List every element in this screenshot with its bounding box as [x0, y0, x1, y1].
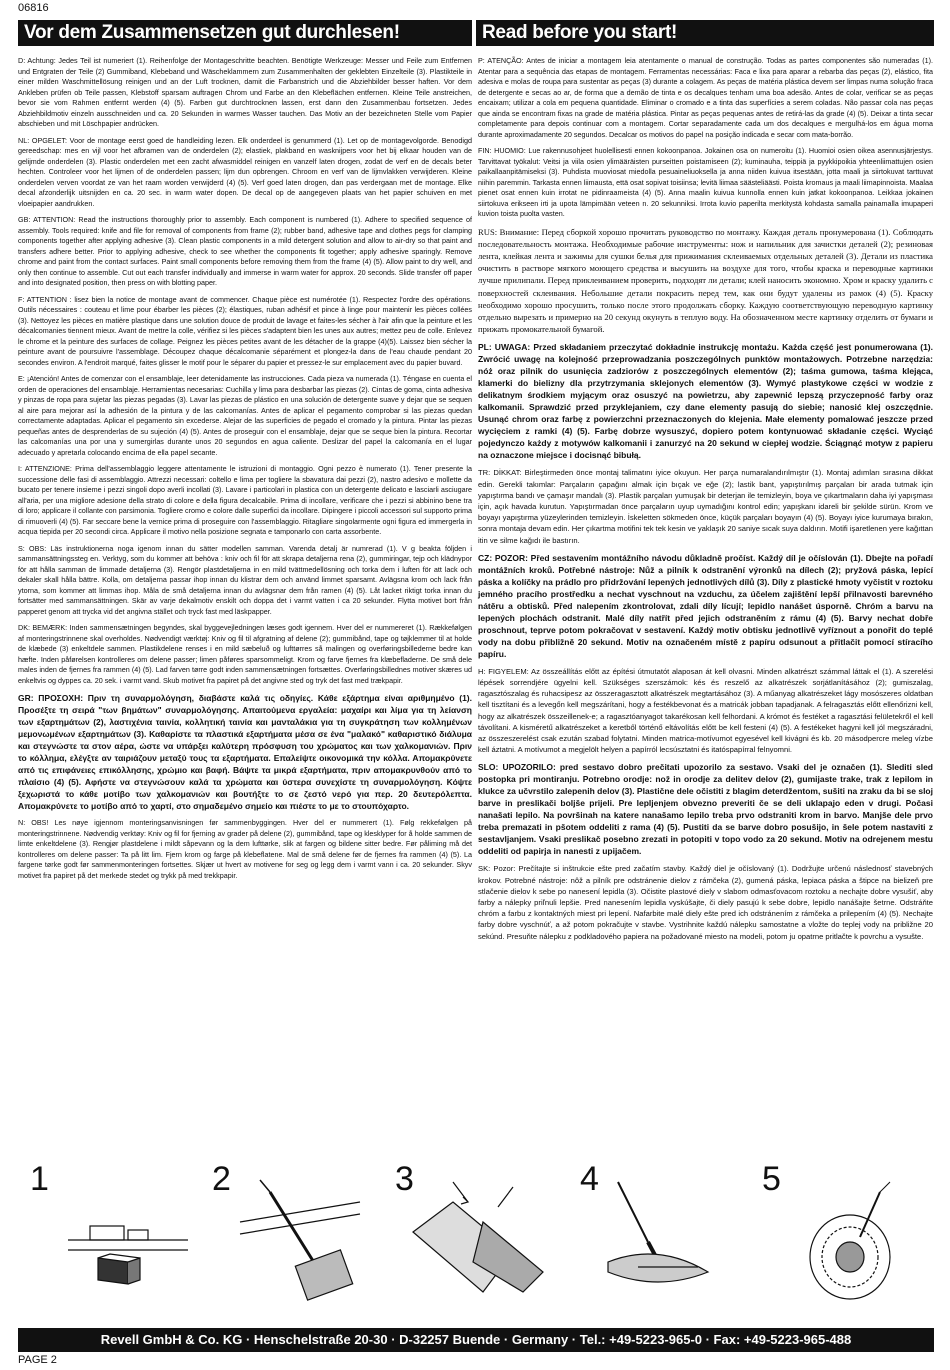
numbered-part-illustration	[28, 1162, 198, 1310]
clamping-parts-illustration	[393, 1162, 563, 1310]
paragraph-gr: GR: ΠΡΟΣΟΧΗ: Πριν τη συναρμολόγηση, διαβάστε καλά τις οδηγίες. Κάθε εξάρτημα είναι αριθμημένο (1). Προσέξτε τη σειρά "των βημάτων" συναρμολόγησης. Απαιτούμενα εργαλεία: μαχαίρι και λίμα για τη λείανση των εξαρτημάτων (2), λαστιχένια ταινία, κολλητική ταινία και μανταλάκια για τη συγκράτηση των κολλημένων μεμονωμένων εξαρτημάτων (3). Καθαρίστε τα πλαστικά εξαρτήματα μέσα σε ένα "μαλακό" καθαριστικό διάλυμα και στεγνώστε τα στον αέρα, ώστε να υπάρξει καλύτερη πρόσφυση του χρώματος και των χαλκομανιών. Πριν το κόλλημα, ελέγξτε αν ταιριάζουν μεταξύ τους τα εξαρτήματα. Επαλείψτε οικονομικά την κόλλα. Απομακρύνετε από τις επιφάνειες επικόλλησης, χρώμιο και βαφή. Βάψτε τα μικρά εξαρτήματα, πριν απομακρυνθούν από το πλαίσιο (4) (5). Αφήστε να στεγνώσουν καλά τα χρώματα και ύστερα συνεχίστε τη συναρμολόγηση. Κόψτε ξεχωριστά το κάθε μοτίβο των χαλκομανιών και βουτήξτε το σε ζεστό νερό για περ. 20 δευτερόλεπτα. Απομακρύνετε το μοτίβο από το χαρτί, στο σημαδεμένο σημείο και πιέστε το με το στουπόχαρτο.	[18, 693, 472, 811]
paragraph-dk: DK: BEMÆRK: Inden sammensætningen begyndes, skal byggevejledningen læses godt igennem. Hver del er nummereret (1). Rækkefølgen af monteringstrinnene skal overholdes. Nødvendigt værktøj: Kniv og fil til afgratning af delene (2); gummibånd, tape og tøjklemmer til at holde de klæbede (3) enkeltdele sammen. Plastikdelene renses i en mild sæbeluð og lufttørres så malingen og overføringsbillederne bedre kan hæfte. Inden påførelsen kontrolleres om delene passer; limen påføres sparsommeligt. Krom og farve fjernes fra klæbefladerne. De små dele males inden de fjernes fra rammen (4) (5). Lad farven tørre godt inden sammensætningen fortsættes. Overføringsbillednes motiver skæres ud enkeltvis og dyppes ca. 20 sek. i varmt vand. Skub motivet fra papiret på det angivne sted og tryk det fast med trækpapir.	[18, 623, 472, 685]
left-column	[18, 56, 472, 887]
figure-5	[760, 1162, 930, 1310]
paragraph-ru: RUS: Внимание: Перед сборкой хорошо прочитать руководство по монтажу. Каждая деталь пронумерована (1). Соблюдать последовательность монтажа. Необходимые рабочие инструменты: нож и напильник для зачистки деталей (2); резиновая лента, клейкая лента и зажимы для сушки белья для прижимания склеиваемых отдельных деталей (3). Детали из пластика очистить в растворе мягкого моющего средства и высушить на воздухе для того, чтобы краска и переводные картинки лучше прилипали. Перед приклеиванием проверить, подходят ли детали; клей наносить экономно. Хром и краску удалить с поверхностей склеивания. Небольшие детали покрасить перед тем, как они будут удалены из рамок (4) (5). Краску необходимо хорошо просушить, только после этого продолжать сборку. Каждую соответствующую переводную картинку отдельно вырезать и примерно на 20 секунд окунуть в теплую воду. На обозначенном месте картинку отделить от бумаги и прижать промокательной бумагой.	[478, 226, 933, 335]
paragraph-gb: GB: ATTENTION: Read the instructions thoroughly prior to assembly. Each component is numbered (1). Adhere to specified sequence of assembly. Tools required: knife and file for removal of components from frame (2); rubber band, adhesive tape and clothes pegs for clamping components together after applying adhesive (3). Clean plastic components in a mild detergent solution and allow to air-dry so that paint and transfers adhere better. Prior to applying adhesive, check to see whether the components fit together; apply adhesive sparingly. Remove chrome and paint from the contact surfaces. Paint small components before removing them from the frame (4) (5). Allow paint to dry well, and only then continue to assemble. Cut out each transfer individually and immerse in warm water for approx. 20 seconds. Slide transfer off paper and into designated position, then press on with blotting paper.	[18, 215, 472, 287]
applying-decal-illustration	[760, 1162, 930, 1310]
figure-1	[28, 1162, 198, 1310]
figure-number: 1	[30, 1160, 49, 1198]
header-title-english: Read before you start!	[476, 20, 934, 46]
paragraph-es: E: ¡Atención! Antes de comenzar con el ensamblaje, leer detenidamente las instrucciones. Cada pieza va numerada (1). Téngase en cuenta el orden de operaciones del ensamblaje. Herramientas necesarias: Cuchilla y lima para desbarbar las piezas (2). Cintas de goma, cinta adhesiva y pinzas de ropa para sujetar las piezas pegadas (3). Lavar las piezas de plástico en una solución de detergente suave y dejar que se sequen al aire para mejorar así la adhesión de la pintura y de las calcomanías. Antes de aplicar el pegamento comprobar si las piezas quedan correctamente adaptadas. Aplicar el pegamento sin excederse. Alejar de las superficies de pegado el cromado y la pintura. Pintar las piezas pequeñas antes de desprenderlas de su sujeción (4) (5). Antes de proseguir con el ensamblaje, dejar que se seque bien la pintura. Recortar las calcomanías una por una y sumergirlas durante unos 20 segundos en agua caliente. Deslizar del papel la calcomanía en el lugar adecuado y apretarla colocando encima de ella papel secante.	[18, 374, 472, 457]
figure-number: 5	[762, 1160, 781, 1198]
paragraph-fi: FIN: HUOMIO: Lue rakennusohjeet huolellisesti ennen kokoonpanoa. Jokainen osa on numeroitu (1). Huomioi osien oikea asennusjärjestys. Tarvittavat työkalut: Veitsi ja viila osien ylimääräisten purseitten poistamiseen (2); kuminauha, teippiä ja pyykkipoikia yhteenliimattujen osien paikallaanpitämiseksi (3). Puhdista muoviosat miedolla pesuaineliuoksella ja anna niiden kuivua itsestään, jotta maali ja siirtokuvat tarttuvat niihin paremmin. Tarkasta ennen liimausta, että osat sopivat toisiinsa; levitä liimaa säästeliäästi. Poista kromaus ja maali liimapinnoista. Maalaa pienet osat ennen kuin irrotat ne pidinraameista (4) (5). Anna maalin kuivua kunnolla ennen kuin jatkat kokoonpanoa. Leikkaa jokainen siirtokuva erikseen irti ja upota lämpimään veteen n. 20 sekunniksi. Irrota kuvio paperilta merkitystä kohdasta samalla painamalla imupaperi kuvion toista puolta vasten.	[478, 146, 933, 218]
paragraph-slo: SLO: UPOZORILO: pred sestavo dobro prečitati upozorilo za sestavo. Vsaki del je označen (1). Slediti sled postopka pri montiranju. Potrebno orodje: nož in orodje za delitev delov (2), gumijaste trake, trak z lepilom in klukce za učvrstilo zalepenih delov (3). Plastične dele očistiti z blagim deterdžentom, sušiti na zraku da bi se sloj barve in preslikači boljše prijeli. Pre lepljenjem obvezno preveriti če se deli uklapajo eden v drugi. Počasi nanašati lepilo. Na površinah na katere nanašamo lepilo treba prvo odstraniti krom in barvo. Manjše dele prvo treba premazati in pšotem oddeliti z rama (4) (5). Pustiti da se barve dobro posušijo, in šele potem nastaviti z sestavljanjem. Vsaki preslikač posebno zrezati in potopiti v topo vodo za 20 sekund. Motiv na odrejenem mestu oddeliti od papirja in nanesti z upijačem.	[478, 762, 933, 857]
figure-4	[578, 1162, 748, 1310]
paragraph-de: D: Achtung: Jedes Teil ist numeriert (1). Reihenfolge der Montageschritte beachten. Benötigte Werkzeuge: Messer und Feile zum Entfernen und Entgraten der Teile (2) Gummiband, Klebeband und Wäscheklammern zum Zusammenhalten der geklebten Einzelteile (3). Plastikteile in einer milden Waschmittellösung reinigen und an der Luft trocknen, damit die Farbanstrich und die Abziehbilder besser haften. Vor dem Ankleben prüfen ob Teile passen, Klebstoff sparsam auftragen Chrom und Farbe an den Klebeflächen entfernen. Kleine Teile anstreichen, bevor sie vom Rahmen entfernt werden (4) (5). Farben gut durchtrocknen lassen, erst dann den Zusammenbau fortsetzen. Jedes Abziehbildmotiv einzeln ausschneiden und ca. 20 Sekunden in warmes Wasser tauchen. Das Motiv an der bezeichneten Stelle vom Papier abschieben und mit Löschpapier andrücken.	[18, 56, 472, 128]
right-column	[478, 56, 933, 948]
paragraph-pl: PL: UWAGA: Przed składaniem przeczytać dokładnie instrukcję montażu. Każda część jest ponumerowana (1). Zwrócić uwagę na kolejność przeprowadzania poszczególnych punktów montażowych. Potrzebne narzędzia: nóż oraz pilnik do usunięcia zadziorów z poszczególnych elementów (2); taśma gumowa, taśma klejąca, klamerki do bielizny dla przytrzymania sklejonych elementów (3). Wymyć plastykowe części w wodzie z delikatnym środkiem myjącym oraz osuszyć na powietrzu, aby zapewnić lepszą przyczepność farby oraz kalkomanii. Sprawdzić przed przyklejaniem, czy dane elementy pasują do siebie; nanosić klej oszczędnie. Usunąć chrom oraz farbę z powierzchni przeznaczonych do klejenia. Małe elementy pomalować jeszcze przed wycięciem z ramki (4) (5). Farbę dobrze wysuszyć, dopiero potem kontynuować składanie części. Wyciąć pojedynczo każdy z motywów kalkomanii i zanurzyć na 20 sekund w ciepłej wodzie. Ściągnąć motyw z papieru na oznaczone miejsce i docisnąć bibułą.	[478, 342, 933, 461]
document-code: 06816	[18, 2, 49, 14]
paragraph-cz: CZ: POZOR: Před sestavením montážního návodu důkladně pročíst. Každý díl je očíslován (1). Dbejte na pořadí montážních kroků. Potřebné nástroje: Nůž a pilník k odstranění výronků na dílech (2); pryžová páska, lepící páska a kolíčky na prádlo pro přidržování lepených jednotlivých dílů (3). Díly z plastické hmoty vyčistit v roztoku jemného pracího prostředku a nechat vyschnout na vzduchu, za účelem zajištění lepší přilnavosti barevného nátěru a obtisků. Před nalepením zkontrolovat, zdali díly lícují; lepidlo nanášet úsporně. Chróm a barvu na lepených plochách odstranit. Malé díly natřít před jejich odstraněním z rámu (4) (5). Barvy nechat dobře proschnout, teprve potom pokračovat v sestavení. Každý motiv obtisku jednotlivě vyříznout a ponořit do teplé vody na dobu přibližně 20 sekund. Motiv na označeném místě z papíru odsunout a přitlačit pomocí stíracího papíru.	[478, 552, 933, 659]
page-label: PAGE 2	[18, 1354, 57, 1366]
paragraph-nl: NL: OPGELET: Voor de montage eerst goed de handleiding lezen. Elk onderdeel is genummerd (1). Let op de montagevolgorde. Benodigd gereedschap: mes en vijl voor het afbramen van de onderdelen (2); elastiek, plakband en wasknijpers voor het bij elkaar houden van de gelijmde onderdelen (3). Plastic onderdelen met een zacht afwasmiddel reinigen en vanzelf laten drogen, zodat de verf en de decals beter hechten. Controleer voor het lijmen of de onderdelen passen; lijm dun opbrengen. Chroom en verf van de lijmvlakken verwijderen. Kleine onderdelen verven voordat ze van het raam worden verwijderd (4) (5). Verf goed laten drogen, dan pas verdergaan met de montage. Elke decal afzonderlijk uitsnijden en ca. 20 sec. in warm water dopen. De decal op de aangegeven plaats van het papier schuiven en met vloeipapier aandrukken.	[18, 135, 472, 208]
paragraph-hu: H: FIGYELEM: Az összeállítás előtt az építési útmutatót alaposan át kell olvasni. Minden alkatrészt számmal láttak el (1). A szerelési lépések sorrendjére ügyelni kell. Szükséges szerszámok: kés és reszelő az alkatrészek sorjátlanításához (2); gumiszalag, ragasztószalag és ruhacsipesz az összeragasztott alkatrészek megtartásához (3). A műanyag alkatrészeket lágy mosószeres oldatban kell tisztítani és a levegőn kell megszárítani, hogy a festékbevonat és a matricák jobban tapadjanak. A felragasztás előtt ellenőrizni kell, hogy az alkatrészek összeillenek-e; a ragasztóanyagot takarékosan kell felhordani. A krómot és festéket a ragasztási felületekről el kell távolítani. A kisméretű alkatrészeket a keretből történő eltávolítás előtt be kell festeni (4) (5). A festékeket hagyni kell jól megszáradni, az összeszerelést csak ezután szabad folytatni. Minden matrica-motívumot egyesével kell kivágni és kb. 20 másodpercre meleg vízbe kell áztatni. A motívumot a megjelölt helyen a papírról lecsúsztatni és itatóspapírral felnyomni.	[478, 666, 933, 755]
header-title-german: Vor dem Zusammensetzen gut durchlesen!	[18, 20, 472, 46]
paragraph-se: S: OBS: Läs instruktionerna noga igenom innan du sätter modellen samman. Varenda detalj är numrerad (1). V g beakta följden i sammansättningssteg en. Verktyg, som du kommer att behöva : kniv och fil för att skrapa detaljerna rena (2), gummiringar, tejp och klädnypor för att hålla samman de limmade detaljerna (3). Rengör plastdetaljerna in en mild tvättmedellösning och torka dem i luften för att lack och dekaler skall hålla bättre. Kolla, om detaljerna passar ihop innan du klistrar dem och använd limmet sparsamt. Avlägsna krom och lack från ytorna, som kommer att limmas ihop. Måla de små detaljerna innan du avlägsnar dem från ramen (4) (5). Låt lacket riktigt torka innan du fortsätter med sammansättningen. Skär av varje dekalmotiv enskilt och doppa det i varmt vatten i ca 20 sekunder. Flytta motivet bort från papperet genom att trycka vid det angivna stället och tryck fast med läskpapper.	[18, 543, 472, 616]
figure-3	[393, 1162, 563, 1310]
figure-number: 3	[395, 1160, 414, 1198]
figure-2	[210, 1162, 380, 1310]
paragraph-pt: P: ATENÇÃO: Antes de iniciar a montagem leia atentamente o manual de construção. Todas as partes componentes são numeradas (1). Atentar para a sequência das etapas de montagem. Ferramentas necessárias: Faca e lixa para aparar a rebarba das peças (2), elástico, fita adesiva e molas de roupa para sustentar as peças (3) durante a colagem. As peças de matéria plástica devem ser limpas numa solução fraca de detergente e secas ao ar, de forma que a demão de tinta e os decalques tenham uma boa adesão. Antes de colar, verificar se as peças encaixam; utilizar a cola em pequena quantidade. Eliminar o cromado e a tinta das superfícies a serem coladas. Não passar cola nas peças que ainda se encontram fixas na grade de matéria plástica. Pintar as peças pequenas antes de retirá-las da grade (4) (5). Deixar a tinta secar completamente para depois continuar com a montagem. Cortar separadamente cada um dos decalques e mergulhá-los em água morna durante aproximadamente 20 segundos. Decalcar os motivos do papel na posição indicada e secar com mata-borrão.	[478, 56, 933, 139]
paragraph-no: N: OBS! Les nøye igjennom monteringsanvisningen før sammenbyggingen. Hver del er nummerert (1). Følg rekkefølgen på monteringstrinnene. Nødvendig verktøy: Kniv og fil for fjerning av grader på delene (2), gummibånd, tape og klesklyper for å holde sammen de limte enkeltdelene (3). Rengjør plastdelene i mildt såpevann og la dem lufttørke, slik at fargen og bildene sitter bedre. Før påliming må det kontrolleres om delene passer: Ta på litt lim. Fjern krom og farge på klebeflatene. Mal de små delene før de fjernes fra rammen (4) (5). La fargene tørke godt før sammenmonteringen fortsettes. Skjær ut hvert av motivene for seg og legg dem i varmt vann i ca. 20 sekunder. Skyv motivet fra papiret på det merkede stedet og trykk på med trekkpapir.	[18, 818, 472, 880]
figure-number: 4	[580, 1160, 599, 1198]
paragraph-tr: TR: DİKKAT: Birleştirmeden önce montaj talimatını iyice okuyun. Her parça numaralandırılmıştır (1). Montaj adımları sırasına dikkat edin. Gerekli takımlar: Parçaların çapağını almak için bıçak ve eğe (2); lastik bant, yapıştırılmış parçaları bir arada tutmak için yapıştırma bandı ve çamaşır mandalı (3). Plastik parçaları yumuşak bir deterjan ile temizleyin, boya ve çıkartmaların daha iyi yapışması için, açık havada kurutun. Yapıştırmadan önce parçaların uyup uymadığını kontrol edin; yapışkanı idareli bir şekilde sürün. Krom ve boyayı yapıştırma yüzeylerinden temizleyin. İskeletten sökmeden önce, küçük parçaları boyayın (4) (5). Boyayı iyice kurumaya bırakın, sonra montaja devam edin. Her çıkartma motifini tek tek kesin ve yaklaşık 20 saniye sıcak suya daldırın. Motifi işaretlenen yere kağıttan itin ve silme kağıdı ile bastırın.	[478, 468, 933, 545]
paragraph-it: I: ATTENZIONE: Prima dell'assemblaggio leggere attentamente le istruzioni di montaggio. Ogni pezzo è numerato (1). Tener presente la successione delle fasi di assemblaggio. Attrezzi necessari: coltello e lima per togliere la sbavatura dai pezzi (2), nastro adesivo e mollette da bucato per tenere insieme i pezzi singoli dopo averli incollati (3). Lavare i particolari in plastica con un detergente delicato e lasciarli asciugare all'aria, per una migliore adesione della strato di colore e della figura decalcabile. Prima di incollare, verificare che i pezzi si abbinino bene tra di loro; applicare il collante con parsimonia. Togliere cromo e colore dalle superfici da incollare. Dipingere i piccoli accessori sul supporto prima di rimuoverli (4) (5). Far seccare bene la vernice prima di proseguire con l'assemblaggio. Ritagliare singolarmente ogni figura ed immergerla in acqua tiepida per 20 secondi circa. Applicare il motivo nella posizione segnata e tamponarlo con carta assorbente.	[18, 464, 472, 536]
paragraph-fr: F: ATTENTION : lisez bien la notice de montage avant de commencer. Chaque pièce est numérotée (1). Respectez l'ordre des opérations. Outils nécessaires : couteau et lime pour ébarber les pièces (2); élastiques, ruban adhésif et pince à linge pour maintenir les pièces collées (3). Nettoyez les pièces en matière plastique dans une solution douce de produit de lavage et faites-les sécher à l'air afin que la peinture et les décalcomanies tiennent mieux. Avant de mettre la colle, vérifiez si les pièces s'adaptent bien les unes aux autres; mettez peu de colle. Enlevez le chrome et la peinture des surfaces de collage. Peignez les pièces petites avant de les détacher de la grappe (4)(5). Laissez bien sécher la peinture avant de poursuivre l'assemblage. Découpez chaque décalcomanie séparément et plongez-la dans de l'eau chaude pendant 20 secondes environ. A l'endroit marqué, faites glisser le motif pour le séparer du papier et pressez-le sur emplacement avec du papier buvard.	[18, 294, 472, 367]
knife-file-illustration	[210, 1162, 380, 1310]
figure-number: 2	[212, 1160, 231, 1198]
painting-parts-illustration	[578, 1162, 748, 1310]
instruction-figures	[18, 1162, 934, 1312]
paragraph-sk: SK: Pozor: Prečítajte si inštrukcie ešte pred začatím stavby. Každý diel je očíslovaný (1). Dodržujte určenú následnosť stavebných krokov. Potrebné nástroje: nôž a pilník pre odstránenie dielov z rámčeka (2), gumená páska, lepiaca páska a štipce na bielizeň pre stlačenie dielov k sebe po nanesení lepidla (3). Očistite plastové diely v slabom odmasťovacom roztoku a nechajte dobre vysušiť, aby farby a nálepky priľnuli lepšie. Pred nanesením lepidla vyskúšajte, či diely pasujú k sebe dobre, lepidlo nanášajte šetrne. Odstráňte chróm a farbu z kontaktných miest pri lepení. Nafarbite malé diely ešte pred ich odstránením z rámčeka a prilepením (4) (5). Nechajte farby dobre vyschnúť, a až potom pokračujte v stavbe. Vystrihnite každú nálepku samostatne a vložte do teplej vody na približne 20 sekúnd. Presuňte nálepku z podkladového papiera na požadované miesto na modeli, potom ju opatrne pritlačte k povrchu a vysušte.	[478, 864, 933, 941]
footer-address-bar: Revell GmbH & Co. KG · Henschelstraße 20-30 · D-32257 Buende · Germany · Tel.: +49-5223-965-0 · Fax: +49-5223-965-488	[18, 1328, 934, 1352]
